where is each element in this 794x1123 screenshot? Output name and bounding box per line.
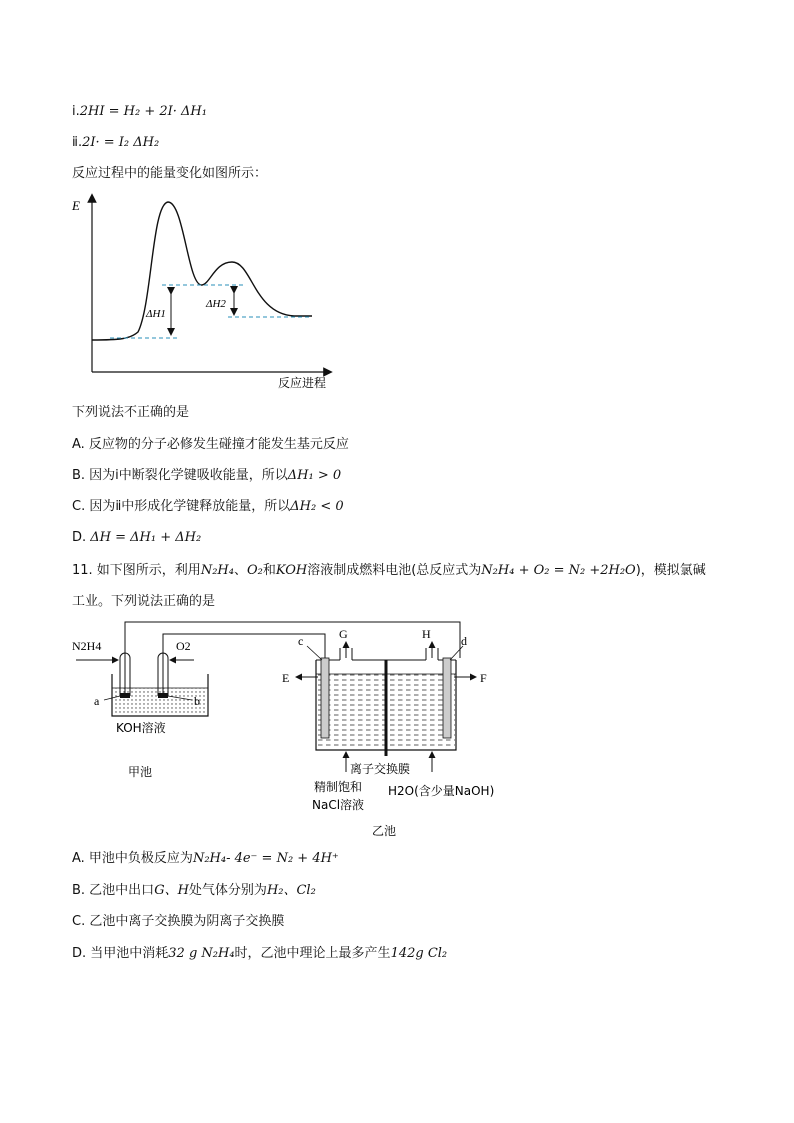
q10-option-b-text: B. 因为ⅰ中断裂化学键吸收能量，所以	[72, 468, 288, 483]
q10-option-d	[72, 529, 201, 547]
equation-ii	[72, 134, 159, 152]
nacl-label-2: NaCl溶液	[312, 798, 365, 812]
q11-sep: 和	[262, 563, 276, 578]
equation-i-number: ⅰ.	[72, 104, 80, 119]
q11-option-c: C. 乙池中离子交换膜为阴离子交换膜	[72, 914, 285, 929]
q11-option-d-math: 32 g N₂H₄	[168, 946, 235, 961]
q11-option-b-math: H₂、Cl₂	[266, 883, 316, 898]
q11-formula: N₂H₄	[200, 563, 234, 578]
q11-option-a-math: N₂H₄- 4e⁻ = N₂ + 4H⁺	[192, 851, 339, 866]
q11-stem-line1	[72, 562, 706, 580]
e-label: E	[282, 671, 290, 685]
n2h4-label: N2H4	[72, 639, 102, 653]
q11-option-a-text: A. 甲池中负极反应为	[72, 851, 193, 866]
o2-label: O2	[176, 639, 191, 653]
q10-option-c	[72, 498, 344, 516]
q10-option-d-math: ΔH = ΔH₁ + ΔH₂	[90, 530, 202, 545]
equation-ii-number: ⅱ.	[72, 135, 83, 150]
q11-option-b-text: B. 乙池中出口	[72, 883, 155, 898]
q11-option-a	[72, 850, 339, 868]
membrane-label: 离子交换膜	[350, 762, 411, 776]
q10-option-b	[72, 467, 341, 485]
energy-curve	[92, 202, 312, 340]
intro-text: 反应过程中的能量变化如图所示：	[72, 166, 268, 181]
koh-label: KOH溶液	[116, 721, 166, 735]
dh1-label: ΔH1	[146, 308, 166, 320]
dh2-label: ΔH2	[206, 298, 226, 310]
energy-profile-diagram	[60, 192, 390, 392]
q10-option-c-text: C. 因为ⅱ中形成化学键释放能量，所以	[72, 499, 291, 514]
q11-option-d-text: 时，乙池中理论上最多产生	[234, 946, 391, 961]
q10-option-b-math: ΔH₁ > 0	[287, 468, 342, 483]
q11-option-b	[72, 882, 316, 900]
q11-formula: KOH	[275, 563, 308, 578]
q11-stem-part: 11. 如下图所示，利用	[72, 563, 201, 578]
water-label: H2O(含少量NaOH)	[388, 784, 495, 798]
electrode-c	[321, 658, 329, 738]
x-axis-label: 反应进程	[278, 376, 327, 390]
q11-stem-part: )，模拟氯碱	[635, 563, 706, 578]
q11-option-b-math: G、H	[154, 883, 189, 898]
q11-option-d	[72, 945, 447, 963]
electrochemical-cell-diagram	[70, 618, 530, 843]
q11-total-reaction: N₂H₄ + O₂ = N₂ +2H₂O	[481, 563, 636, 578]
d-label: d	[461, 634, 467, 648]
q10-option-d-text: D.	[72, 530, 91, 545]
equation-i-text: 2HI = H₂ + 2I· ΔH₁	[79, 104, 207, 119]
equation-ii-text: 2I· = I₂ ΔH₂	[82, 135, 160, 150]
q11-stem-part: 溶液制成燃料电池(总反应式为	[307, 563, 482, 578]
jia-title: 甲池	[128, 765, 153, 779]
q11-formula: O₂	[246, 563, 263, 578]
equation-i	[72, 103, 207, 121]
electrode-d	[443, 658, 451, 738]
b-label: b	[194, 694, 200, 708]
g-label: G	[339, 627, 348, 641]
q10-stem: 下列说法不正确的是	[72, 405, 190, 420]
h-label: H	[422, 627, 431, 641]
f-label: F	[480, 671, 487, 685]
nacl-label-1: 精制饱和	[314, 780, 363, 794]
q11-option-d-math: 142g Cl₂	[390, 946, 448, 961]
q10-option-c-math: ΔH₂ < 0	[290, 499, 344, 514]
c-label: c	[298, 634, 304, 648]
a-label: a	[94, 694, 100, 708]
q11-stem-line2: 工业。下列说法正确的是	[72, 594, 216, 609]
q11-option-d-text: D. 当甲池中消耗	[72, 946, 169, 961]
q11-sep: 、	[233, 563, 247, 578]
q11-option-b-text: 处气体分别为	[188, 883, 267, 898]
jia-solution	[113, 688, 207, 715]
q10-option-a: A. 反应物的分子必修发生碰撞才能发生基元反应	[72, 437, 349, 452]
y-axis-label: E	[72, 198, 80, 213]
yi-title: 乙池	[372, 824, 397, 838]
